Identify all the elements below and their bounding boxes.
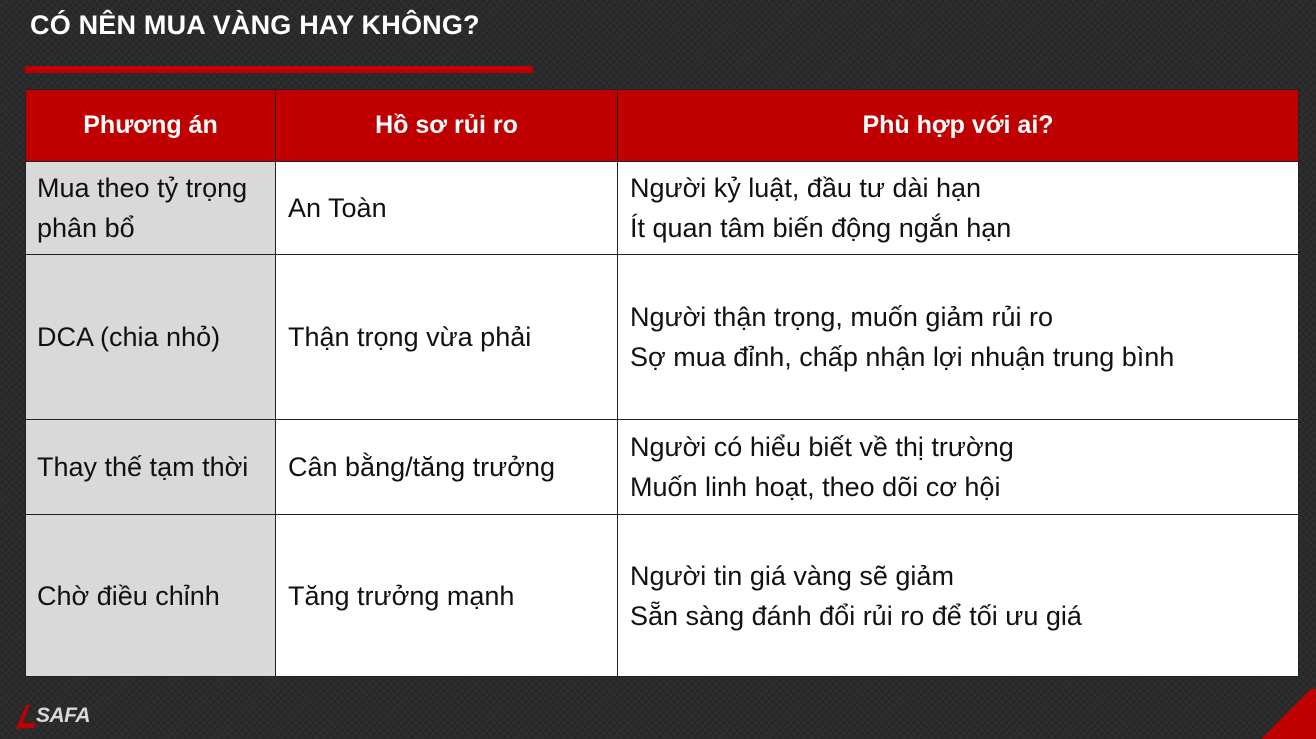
title-underline <box>25 66 533 73</box>
option-cell: DCA (chia nhỏ) <box>26 255 276 420</box>
table-row <box>26 162 1299 255</box>
risk-cell: Thận trọng vừa phải <box>276 255 618 420</box>
option-cell: Mua theo tỷ trọng phân bổ <box>26 162 276 255</box>
fit-line: Người thận trọng, muốn giảm rủi ro <box>630 302 1053 332</box>
safa-logo <box>12 700 90 732</box>
fit-line: Người tin giá vàng sẽ giảm <box>630 560 954 591</box>
logo-text: SAFA <box>36 704 91 727</box>
fit-line: Người có hiểu biết về thị trường <box>630 432 1014 462</box>
fit-line: Sẵn sàng đánh đổi rủi ro để tối ưu giá <box>630 600 1082 631</box>
fit-line: Sợ mua đỉnh, chấp nhận lợi nhuận trung bình <box>630 342 1175 372</box>
table-header-row <box>26 90 1299 162</box>
corner-accent <box>1256 689 1316 739</box>
table-row <box>26 420 1299 515</box>
fit-cell <box>618 255 1299 420</box>
logo-mark-icon <box>12 701 38 731</box>
fit-line: Muốn linh hoạt, theo dõi cơ hội <box>630 472 1001 502</box>
fit-line: Người kỷ luật, đầu tư dài hạn <box>630 173 982 203</box>
option-cell: Thay thế tạm thời <box>26 420 276 515</box>
table-row <box>26 255 1299 420</box>
header-suitable-for: Phù hợp với ai? <box>618 90 1299 162</box>
fit-cell <box>618 420 1299 515</box>
risk-cell: Cân bằng/tăng trưởng <box>276 420 618 515</box>
page-title: CÓ NÊN MUA VÀNG HAY KHÔNG? <box>30 10 480 40</box>
comparison-table <box>25 89 1299 677</box>
header-risk-profile: Hồ sơ rủi ro <box>276 90 618 162</box>
option-cell: Chờ điều chỉnh <box>26 515 276 677</box>
table-row <box>26 515 1299 677</box>
risk-cell: Tăng trưởng mạnh <box>276 515 618 677</box>
risk-cell: An Toàn <box>276 162 618 255</box>
fit-cell <box>618 515 1299 677</box>
fit-line: Ít quan tâm biến động ngắn hạn <box>630 213 1012 243</box>
fit-cell <box>618 162 1299 255</box>
header-option: Phương án <box>26 90 276 162</box>
